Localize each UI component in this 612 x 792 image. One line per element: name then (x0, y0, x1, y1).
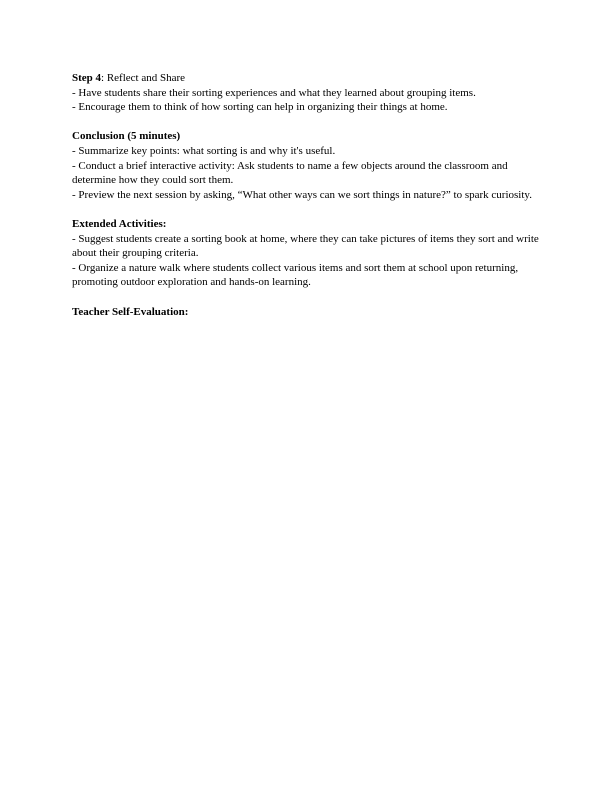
list-item: - Summarize key points: what sorting is and why it's useful. (72, 144, 336, 157)
self-evaluation-heading: Teacher Self-Evaluation: (72, 305, 189, 318)
step4-section (72, 71, 540, 115)
step4-heading (72, 71, 540, 86)
document-body (72, 71, 540, 334)
list-item: - Encourage them to think of how sorting can help in organizing their things at home. (72, 101, 448, 114)
step4-title: : Reflect and Share (101, 72, 186, 84)
list-item: - Have students share their sorting experiences and what they learned about grouping items. (72, 86, 476, 99)
step4-label: Step 4 (72, 72, 102, 84)
list-item: - Preview the next session by asking, “What other ways can we sort things in nature?” to spark curiosity. (72, 188, 532, 201)
self-evaluation-section (72, 305, 540, 320)
extended-activities-section (72, 217, 540, 290)
list-item: - Conduct a brief interactive activity: Ask students to name a few objects around the classroom and determine how they could sort them. (72, 159, 508, 187)
conclusion-section (72, 129, 540, 202)
list-item: - Suggest students create a sorting book at home, where they can take pictures of items they sort and write about their grouping criteria. (72, 232, 539, 260)
conclusion-heading: Conclusion (5 minutes) (72, 130, 181, 143)
extended-activities-heading: Extended Activities: (72, 217, 167, 230)
list-item: - Organize a nature walk where students collect various items and sort them at school upon returning, promoting outdoor exploration and hands-on learning. (72, 261, 519, 289)
